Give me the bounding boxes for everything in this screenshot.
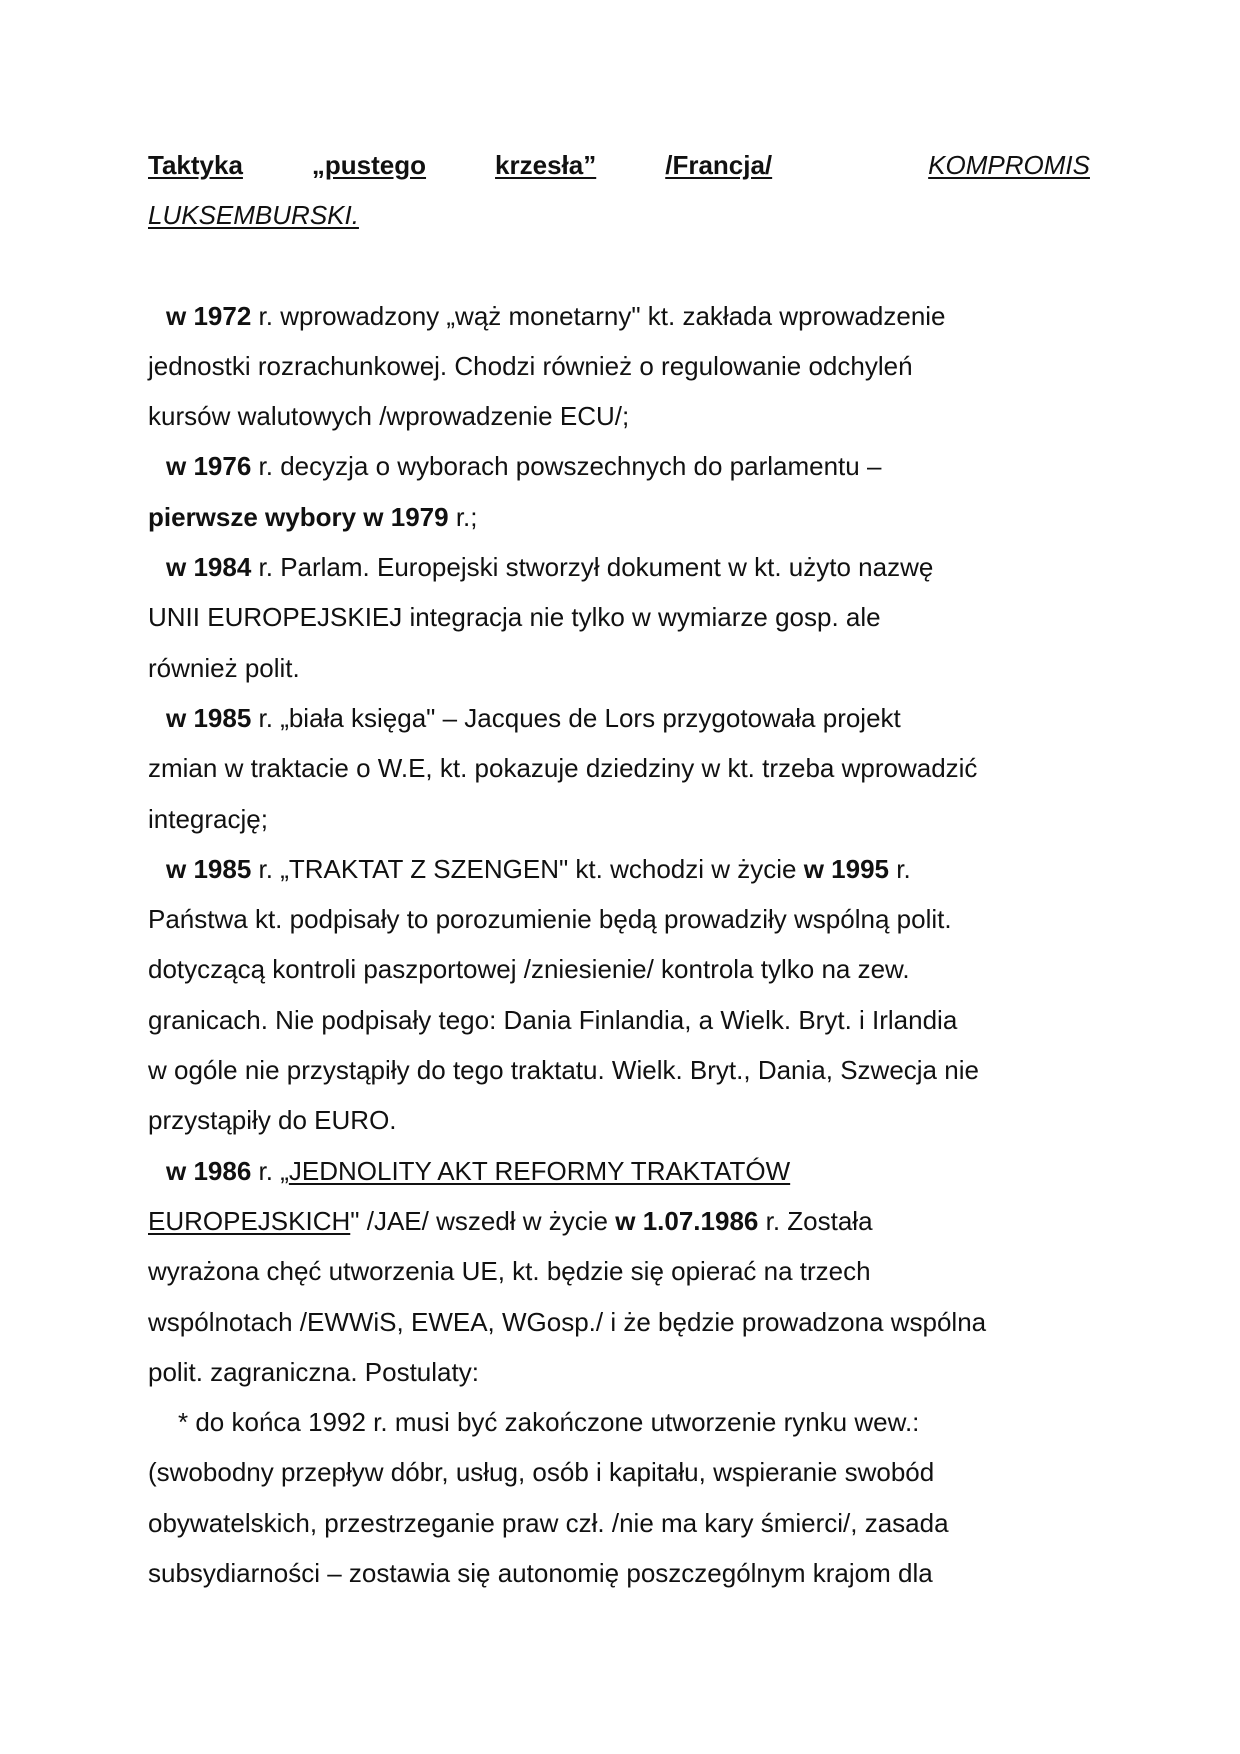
text-line — [148, 1397, 1090, 1447]
bold-text: w 1986 — [166, 1155, 252, 1186]
text-run: r. „biała księga" – Jacques de Lors — [251, 702, 663, 733]
text-run: przygotowała projekt — [662, 702, 901, 733]
text-line — [148, 542, 1090, 592]
text-line — [148, 693, 1090, 743]
text-line — [148, 291, 1090, 341]
heading-word: /Francja/ — [665, 150, 773, 180]
bold-text: w 1985 — [166, 853, 252, 884]
text-run: UNII EUROPEJSKIEJ — [148, 602, 410, 633]
text-run: integrację; — [148, 803, 268, 834]
text-line — [148, 492, 1090, 542]
text-run: Państwa kt. podpisały to porozumienie będą prowadziły wspólną polit. — [148, 904, 952, 935]
bold-text: w 1984 — [166, 552, 252, 583]
text-run: (swobodny przepływ dóbr, usług, osób i kapitału, wspieranie swobód — [148, 1457, 935, 1488]
heading-word: „pustego — [311, 150, 427, 180]
text-line — [148, 1045, 1090, 1095]
list-item — [148, 291, 1090, 442]
text-line — [148, 592, 1090, 642]
timeline-list — [148, 291, 1090, 1599]
text-run: obywatelskich, przestrzeganie praw czł. /nie ma kary śmierci/, zasada — [148, 1507, 949, 1538]
text-run: również polit. — [148, 652, 300, 683]
list-item — [148, 1397, 1090, 1598]
text-run: r. Została — [758, 1205, 873, 1236]
list-item — [148, 441, 1090, 542]
bold-text: w 1972 — [166, 300, 252, 331]
text-run: r. Parlam. Europejski stworzył dokument w kt. użyto nazwę — [251, 552, 934, 583]
text-line — [148, 1297, 1090, 1347]
text-line — [148, 1447, 1090, 1497]
underlined-text: EUROPEJSKICH — [148, 1205, 351, 1236]
text-line — [148, 1347, 1090, 1397]
text-line — [148, 391, 1090, 441]
text-line — [148, 743, 1090, 793]
text-line — [148, 1498, 1090, 1548]
text-run: integracja nie tylko w wymiarze gosp. ale — [409, 602, 881, 633]
text-line — [148, 1548, 1090, 1598]
text-line — [148, 1146, 1090, 1196]
bold-text: pierwsze wybory w 1979 — [148, 501, 449, 532]
text-run: r. wprowadzony „wąż monetarny" kt. zakłada wprowadzenie — [251, 300, 946, 331]
text-run: wszedł w życie — [428, 1205, 616, 1236]
text-line — [148, 441, 1090, 491]
text-line — [148, 844, 1090, 894]
text-line — [148, 944, 1090, 994]
text-line — [148, 341, 1090, 391]
text-line — [148, 995, 1090, 1045]
text-run: kursów walutowych /wprowadzenie ECU/; — [148, 401, 630, 432]
text-line — [148, 643, 1090, 693]
text-run: r.; — [448, 501, 478, 532]
text-run: r. „TRAKTAT Z SZENGEN" kt. wchodzi w życie — [251, 853, 804, 884]
heading-word: krzesła” — [495, 150, 597, 180]
text-line — [148, 1196, 1090, 1246]
list-item — [148, 1146, 1090, 1397]
bold-text: w 1985 — [166, 702, 252, 733]
list-item — [148, 542, 1090, 693]
text-line — [148, 1095, 1090, 1145]
text-run: " /JAE/ — [350, 1205, 429, 1236]
list-item — [148, 844, 1090, 1146]
document-body — [148, 140, 1090, 1598]
text-run: jednostki rozrachunkowej. Chodzi również o regulowanie odchyleń — [148, 350, 913, 381]
bold-text: w 1.07.1986 — [615, 1205, 759, 1236]
text-run: polit. zagraniczna. Postulaty: — [148, 1356, 479, 1387]
text-line — [148, 794, 1090, 844]
section-heading — [148, 140, 1090, 241]
text-run: wspólnotach /EWWiS, EWEA, WGosp./ i że będzie prowadzona wspólna — [148, 1306, 987, 1337]
text-run: * do końca 1992 r. musi być zakończone utworzenie rynku wew.: — [178, 1407, 920, 1438]
text-run: wyrażona chęć utworzenia UE, kt. będzie się opierać na trzech — [148, 1256, 871, 1287]
text-run: r. „ — [251, 1155, 289, 1186]
text-run: przystąpiły do EURO. — [148, 1105, 397, 1136]
text-line — [148, 1246, 1090, 1296]
text-run: dotyczącą kontroli paszportowej /zniesienie/ — [148, 954, 662, 985]
list-item — [148, 693, 1090, 844]
heading-line-2 — [148, 190, 1090, 240]
bold-text: w 1995 — [803, 853, 890, 884]
heading-line-1 — [148, 140, 1090, 190]
text-run: w ogóle nie przystąpiły do tego traktatu. Wielk. Bryt., Dania, Szwecja nie — [148, 1055, 979, 1086]
heading-word: KOMPROMIS — [928, 150, 1090, 180]
text-run: r. — [889, 853, 911, 884]
text-line — [148, 894, 1090, 944]
underlined-text: JEDNOLITY AKT REFORMY TRAKTATÓW — [288, 1155, 791, 1186]
bold-text: w 1976 — [166, 451, 252, 482]
heading-word: Taktyka — [148, 150, 243, 180]
text-run: kontrola tylko na zew. — [661, 954, 910, 985]
text-run: r. decyzja o wyborach powszechnych do parlamentu – — [251, 451, 882, 482]
text-run: subsydiarności – zostawia się autonomię poszczególnym krajom dla — [148, 1558, 933, 1589]
heading-word: LUKSEMBURSKI. — [148, 200, 359, 231]
text-run: granicach. Nie podpisały tego: Dania Finlandia, a Wielk. Bryt. i Irlandia — [148, 1004, 958, 1035]
text-run: zmian w traktacie o W.E, kt. pokazuje dziedziny w kt. trzeba wprowadzić — [148, 753, 978, 784]
